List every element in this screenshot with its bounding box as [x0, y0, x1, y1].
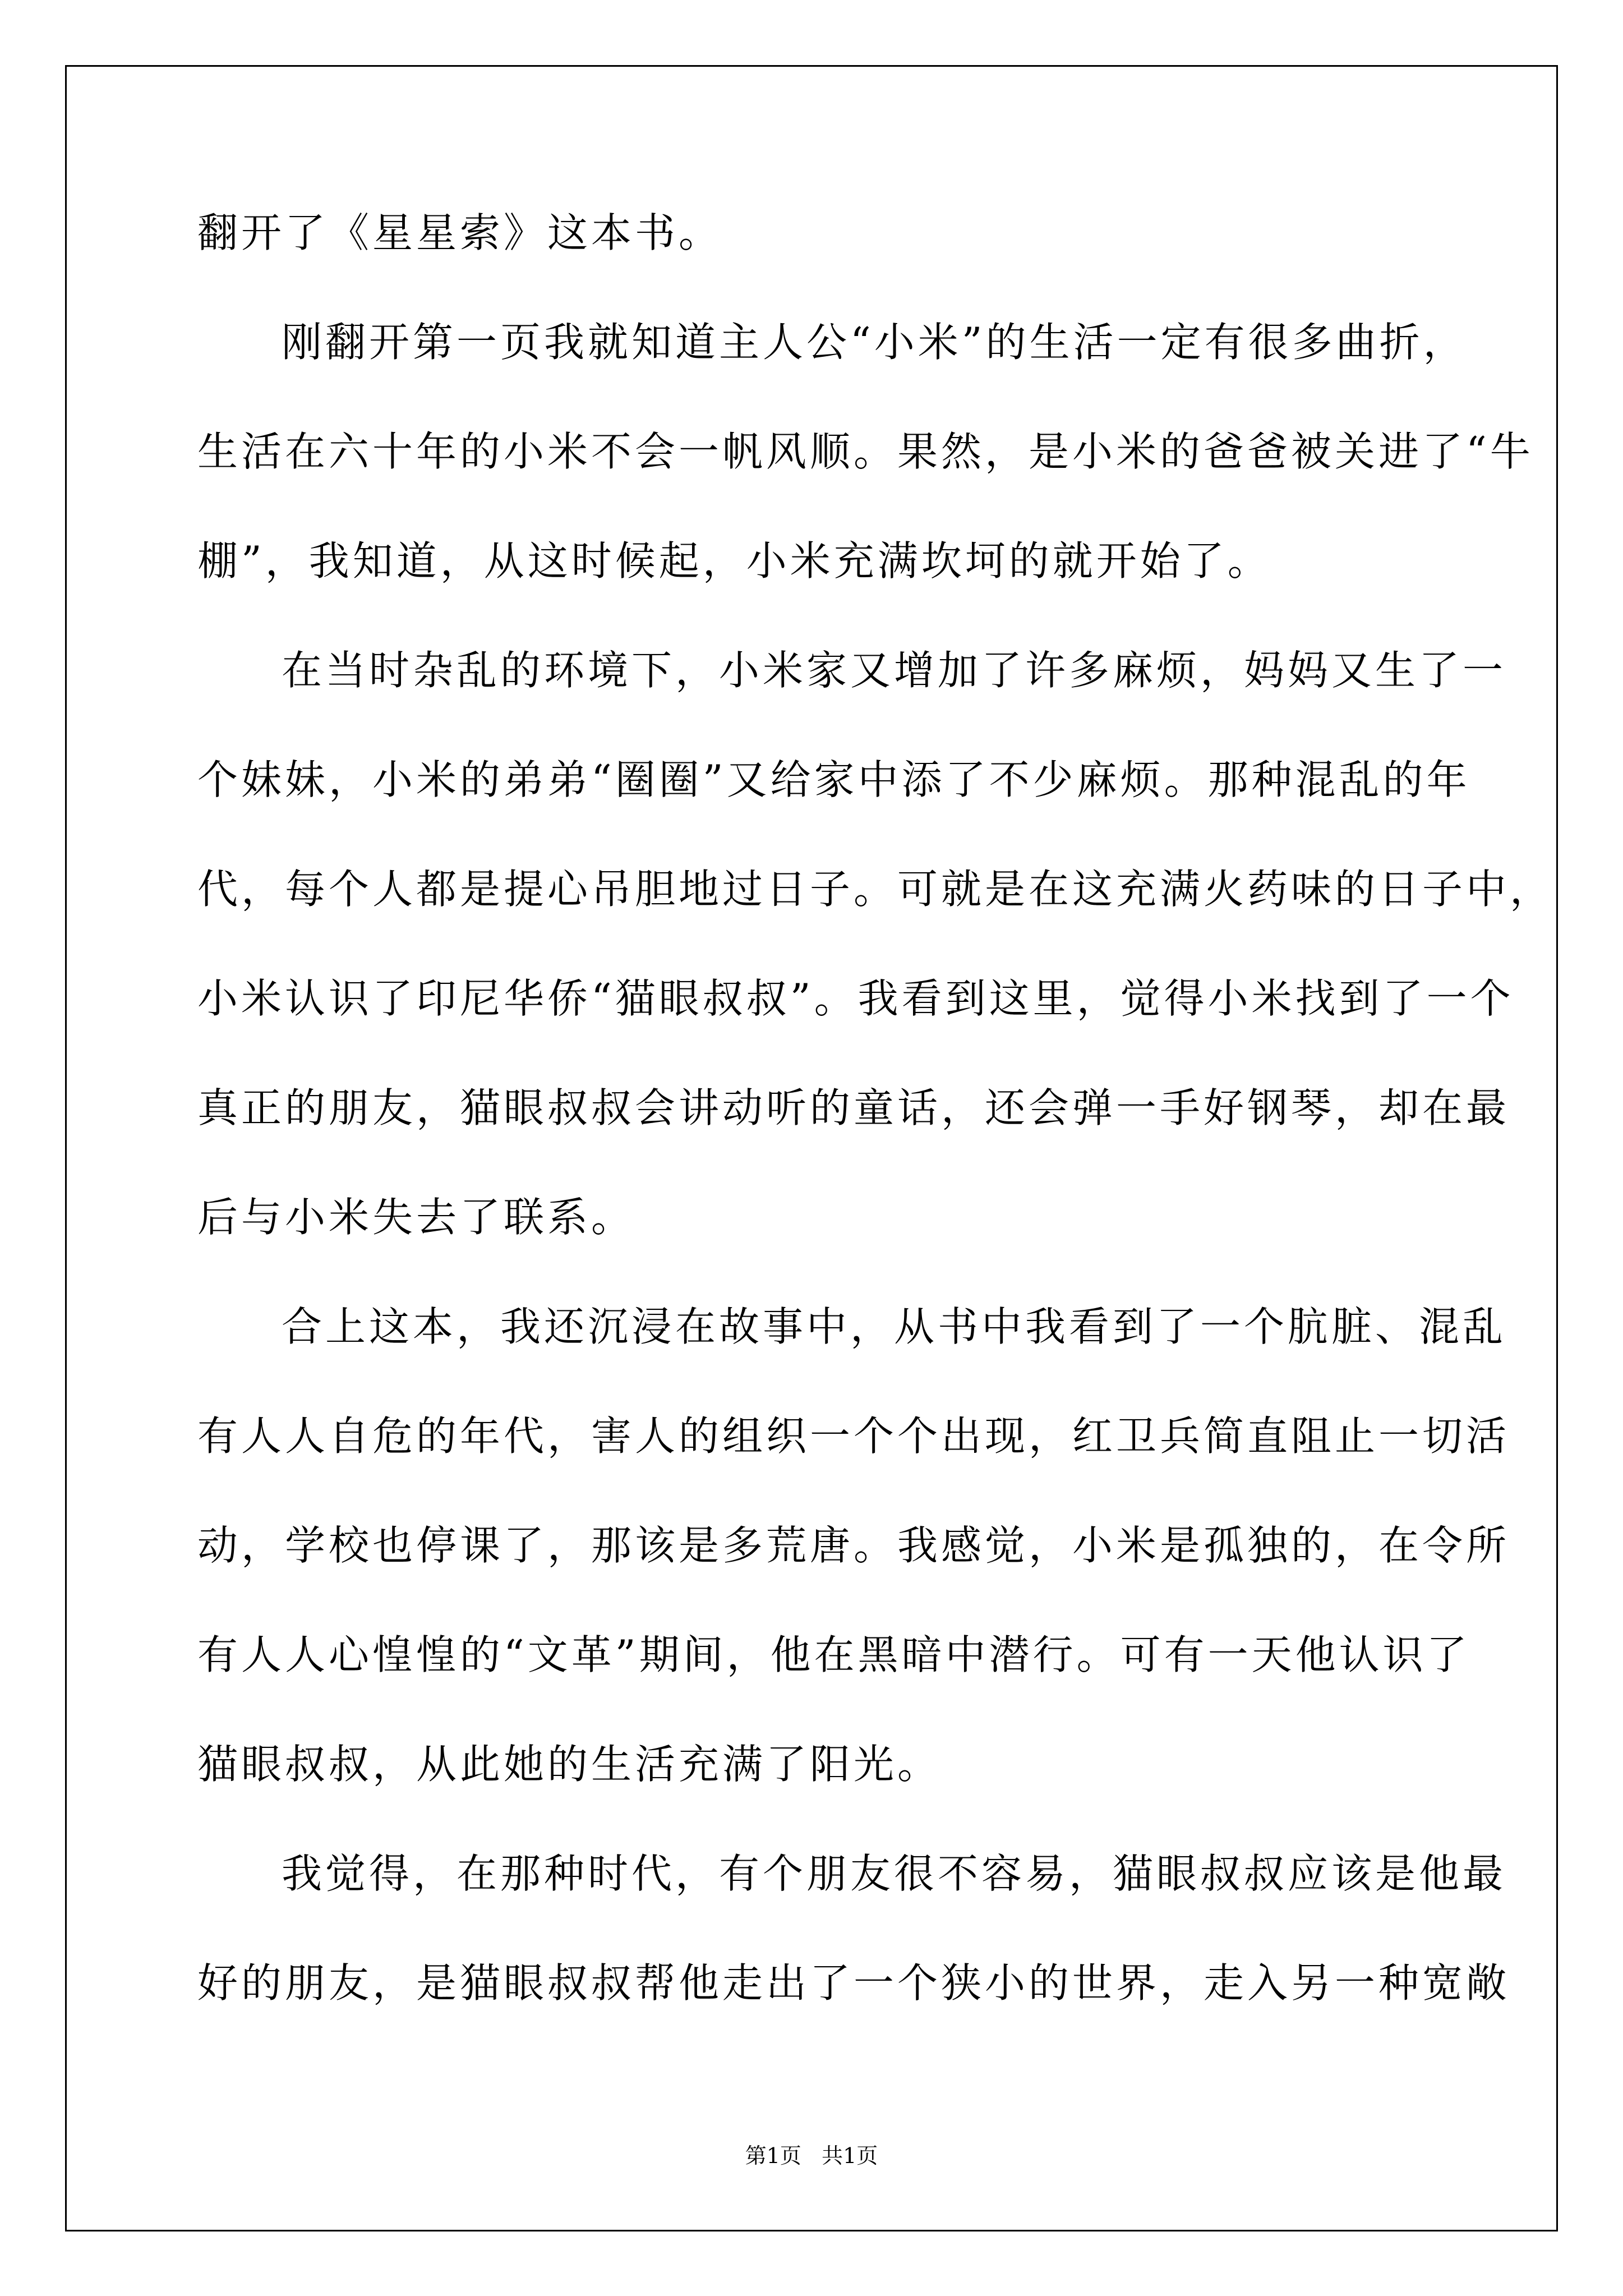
- text-line: 代，每个人都是提心吊胆地过日子。可就是在这充满火药味的日子中，: [197, 866, 1554, 913]
- text-line: 猫眼叔叔，从此她的生活充满了阳光。: [197, 1741, 942, 1788]
- text-line: 真正的朋友，猫眼叔叔会讲动听的童话，还会弹一手好钢琴，却在最: [197, 1084, 1510, 1131]
- text-line: 棚”，我知道，从这时候起，小米充满坎坷的就开始了。: [197, 537, 1271, 585]
- text-line: 后与小米失去了联系。: [197, 1194, 635, 1241]
- text-line: 有人人自危的年代，害人的组织一个个出现，红卫兵简直阻止一切活: [197, 1412, 1510, 1460]
- text-line: 有人人心惶惶的“文革”期间，他在黑暗中潜行。可有一天他认识了: [197, 1631, 1470, 1678]
- text-line: 好的朋友，是猫眼叔叔帮他走出了一个狭小的世界，走入另一种宽敞: [197, 1959, 1510, 2007]
- text-line: 动，学校也停课了，那该是多荒唐。我感觉，小米是孤独的，在令所: [197, 1522, 1510, 1569]
- paragraph-start-line: 合上这本，我还沉浸在故事中，从书中我看到了一个肮脏、混乱: [282, 1303, 1507, 1350]
- paragraph-start-line: 我觉得，在那种时代，有个朋友很不容易，猫眼叔叔应该是他最: [282, 1850, 1507, 1897]
- text-line: 个妹妹，小米的弟弟“圈圈”又给家中添了不少麻烦。那种混乱的年: [197, 756, 1470, 803]
- paragraph-start-line: 刚翻开第一页我就知道主人公“小米”的生活一定有很多曲折，: [282, 319, 1467, 366]
- document-body: [197, 199, 1554, 2059]
- text-line: 生活在六十年的小米不会一帆风顺。果然，是小米的爸爸被关进了“牛: [197, 428, 1534, 475]
- page-footer: 第1页 共1页: [745, 2143, 878, 2168]
- paragraph-start-line: 在当时杂乱的环境下，小米家又增加了许多麻烦，妈妈又生了一: [282, 647, 1507, 694]
- text-line: 翻开了《星星索》这本书。: [197, 209, 723, 256]
- text-line: 小米认识了印尼华侨“猫眼叔叔”。我看到这里，觉得小米找到了一个: [197, 975, 1514, 1022]
